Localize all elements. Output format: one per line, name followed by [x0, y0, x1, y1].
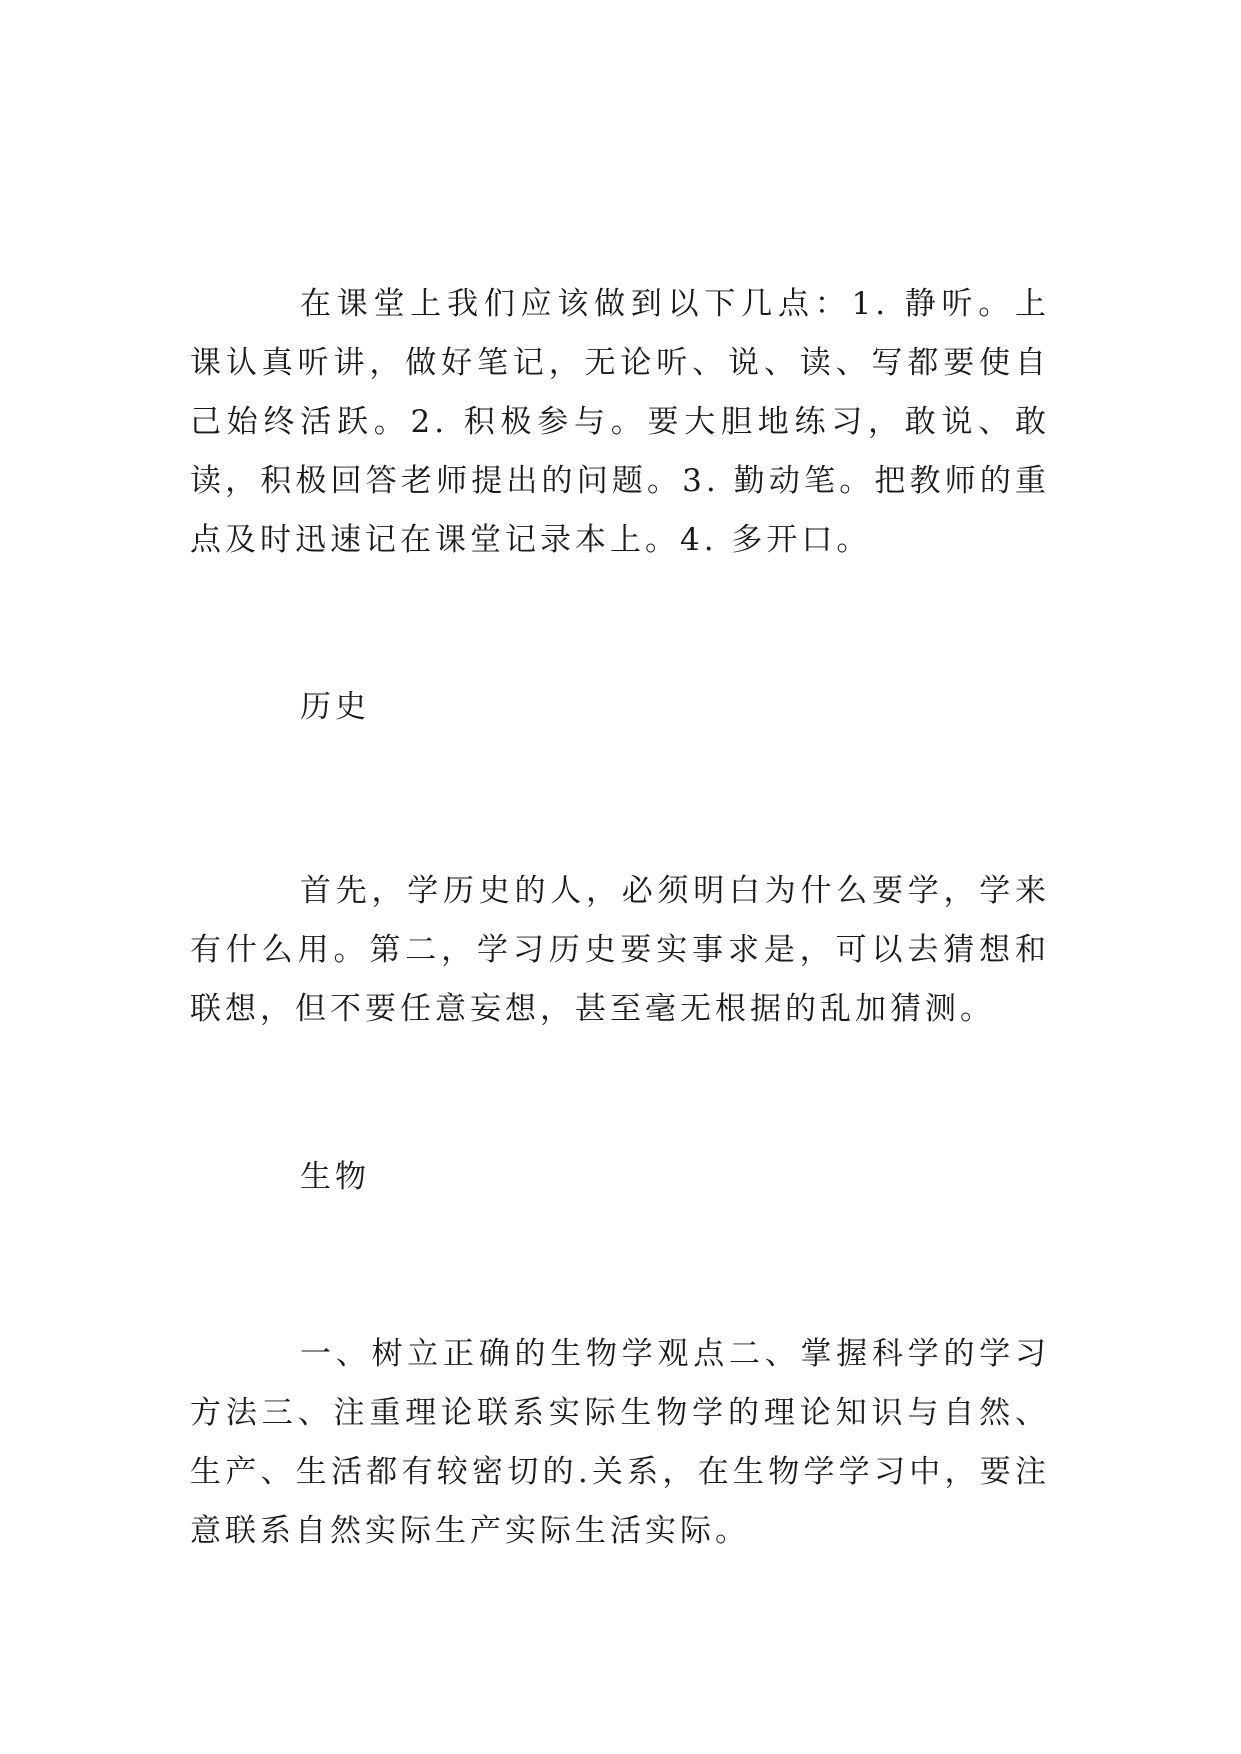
paragraph-biology: 一、树立正确的生物学观点二、掌握科学的学习方法三、注重理论联系实际生物学的理论知识与自然、生产、生活都有较密切的.关系，在生物学学习中，要注意联系自然实际生产实际生活实际。 — [190, 1336, 1050, 1549]
heading-biology: 生物 — [300, 1159, 370, 1195]
paragraph-history: 首先，学历史的人，必须明白为什么要学，学来有什么用。第二，学习历史要实事求是，可以去猜想和联想，但不要任意妄想，甚至毫无根据的乱加猜测。 — [190, 873, 1050, 1027]
heading-history: 历史 — [300, 689, 370, 725]
paragraph-classroom-tips: 在课堂上我们应该做到以下几点：1. 静听。上课认真听讲，做好笔记，无论听、说、读、写都要使自己始终活跃。2. 积极参与。要大胆地练习，敢说、敢读，积极回答老师提出的问题。3. 勤动笔。把教师的重点及时迅速记在课堂记录本上。4. 多开口。 — [190, 286, 1050, 558]
